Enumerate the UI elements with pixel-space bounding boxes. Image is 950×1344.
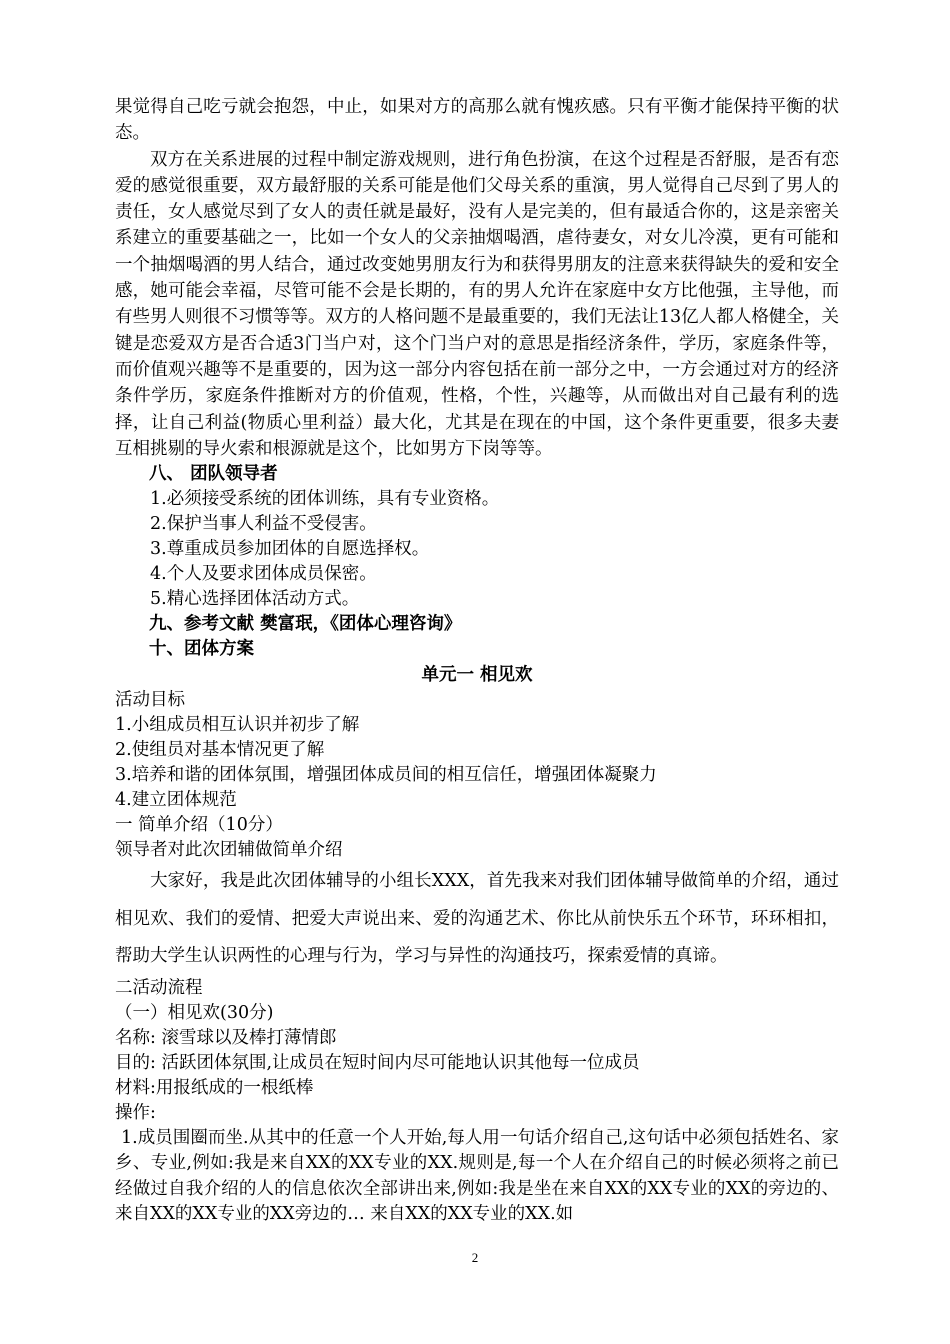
activity-name: 名称: 滚雪球以及棒打薄情郎	[115, 1027, 337, 1048]
unit-title: 单元一 相见欢	[421, 665, 533, 686]
goal-item: 1.小组成员相互认识并初步了解	[115, 715, 360, 736]
activity-purpose: 目的: 活跃团体氛围,让成员在短时间内尽可能地认识其他每一位成员	[115, 1052, 640, 1073]
intro-subheading: 领导者对此次团辅做简单介绍	[115, 840, 343, 861]
goal-item: 4.建立团体规范	[115, 790, 237, 811]
goal-item: 3.培养和谐的团体氛围，增强团体成员间的相互信任，增强团体凝聚力	[115, 765, 657, 786]
section-heading: 八、 团队领导者	[149, 464, 278, 485]
operation-step: 1.成员围圈而坐.从其中的任意一个人开始,每人用一句话介绍自己,这句话中必须包括姓名、家乡、专业,例如:我是来自XX的XX专业的XX.规则是,每一个人在介绍自己的时候必须将之前已经做过自我介绍的人的信息依次全部讲出来,例如:我是坐在来自XX的XX专业的XX的旁边的、来自XX的XX专业的XX旁边的… 来自XX的XX专业的XX.如	[115, 1127, 839, 1225]
list-item: 2.保护当事人利益不受侵害。	[150, 514, 377, 535]
intro-paragraph: 大家好，我是此次团体辅导的小组长XXX，首先我来对我们团体辅导做简单的介绍，通过相见欢、我们的爱情、把爱大声说出来、爱的沟通艺术、你比从前快乐五个环节，环环相扣，帮助大学生认识两性的心理与行为，学习与异性的沟通技巧，探索爱情的真谛。	[115, 871, 839, 967]
list-item: 4.个人及要求团体成员保密。	[150, 564, 377, 585]
operation-label: 操作:	[115, 1102, 156, 1123]
list-item: 1.必须接受系统的团体训练，具有专业资格。	[150, 489, 500, 510]
page-number: 2	[471, 1250, 479, 1265]
flow-subheading: （一）相见欢(30分)	[115, 1002, 274, 1023]
activity-material: 材料:用报纸成的一根纸棒	[115, 1077, 314, 1098]
list-item: 5.精心选择团体活动方式。	[150, 589, 360, 610]
paragraph: 果觉得自己吃亏就会抱怨，中止，如果对方的高那么就有愧疚感。只有平衡才能保持平衡的状态。	[115, 97, 839, 144]
list-item: 3.尊重成员参加团体的自愿选择权。	[150, 539, 430, 560]
intro-heading: 一 简单介绍（10分）	[115, 815, 283, 836]
page-content	[115, 94, 839, 1228]
goals-label: 活动目标	[115, 690, 185, 711]
section-heading: 十、团体方案	[149, 639, 254, 660]
section-heading: 九、参考文献 樊富珉，《团体心理咨询》	[149, 614, 462, 635]
paragraph: 双方在关系进展的过程中制定游戏规则，进行角色扮演，在这个过程是否舒服，是否有恋爱的感觉很重要，双方最舒服的关系可能是他们父母关系的重演，男人觉得自己尽到了男人的责任，女人感觉尽到了女人的责任就是最好，没有人是完美的，但有最适合你的，这是亲密关系建立的重要基础之一，比如一个女人的父亲抽烟喝酒，虐待妻女，对女儿冷漠，更有可能和一个抽烟喝酒的男人结合，通过改变她男朋友行为和获得男朋友的注意来获得缺失的爱和安全感，她可能会幸福，尽管可能不会是长期的，有的男人允许在家庭中女方比他强，主导他，而有些男人则很不习惯等等。双方的人格问题不是最重要的，我们无法让13亿人都人格健全，关键是恋爱双方是否合适3门当户对，这个门当户对的意思是指经济条件，学历，家庭条件等，而价值观兴趣等不是重要的，因为这一部分内容包括在前一部分之中，一方会通过对方的经济条件学历，家庭条件推断对方的价值观，性格，个性，兴趣等，从而做出对自己最有利的选择，让自己利益(物质心里利益）最大化，尤其是在现在的中国，这个条件更重要，很多夫妻互相挑剔的导火索和根源就是这个，比如男方下岗等等。	[115, 149, 839, 459]
goal-item: 2.使组员对基本情况更了解	[115, 740, 325, 761]
flow-heading: 二活动流程	[115, 977, 203, 998]
